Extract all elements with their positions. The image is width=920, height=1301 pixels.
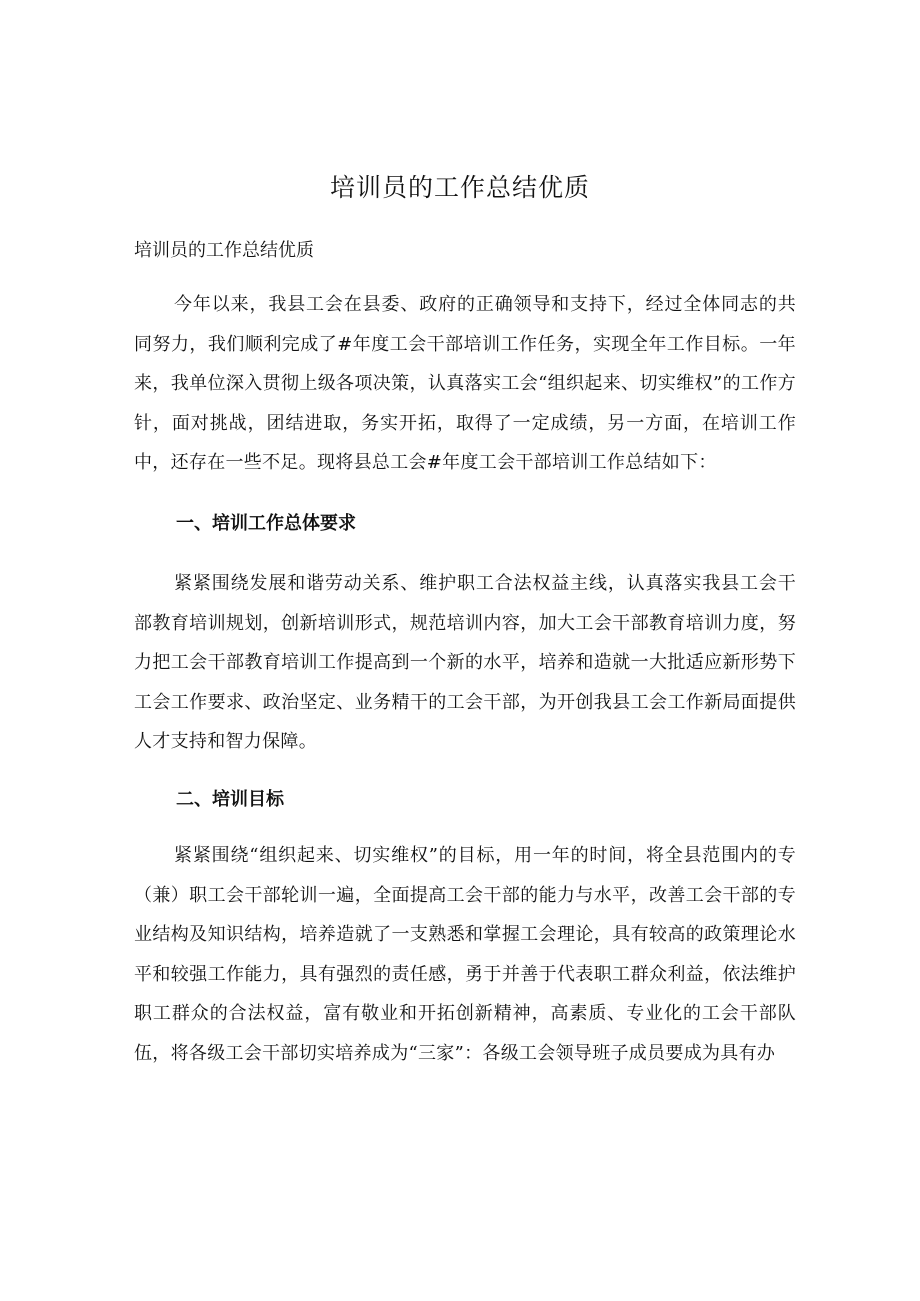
intro-paragraph: 今年以来，我县工会在县委、政府的正确领导和支持下，经过全体同志的共同努力，我们顺利完成了#年度工会干部培训工作任务，实现全年工作目标。一年来，我单位深入贯彻上级各项决策，认真落实工会“组织起来、切实维权”的工作方针，面对挑战，团结进取，务实开拓，取得了一定成绩，另一方面，在培训工作中，还存在一些不足。现将县总工会#年度工会干部培训工作总结如下：	[134, 294, 796, 474]
section2-paragraph: 紧紧围绕“组织起来、切实维权”的目标，用一年的时间，将全县范围内的专（兼）职工会干部轮训一遍，全面提高工会干部的能力与水平，改善工会干部的专业结构及知识结构，培养造就了一支熟悉和掌握工会理论，具有较高的政策理论水平和较强工作能力，具有强烈的责任感，勇于并善于代表职工群众利益，依法维护职工群众的合法权益，富有敬业和开拓创新精神，高素质、专业化的工会干部队伍，将各级工会干部切实培养成为“三家”：各级工会领导班子成员要成为具有办	[134, 845, 796, 1064]
section1-paragraph: 紧紧围绕发展和谐劳动关系、维护职工合法权益主线，认真落实我县工会干部教育培训规划，创新培训形式，规范培训内容，加大工会干部教育培训力度，努力把工会干部教育培训工作提高到一个新的水平，培养和造就一大批适应新形势下工会工作要求、政治坚定、业务精干的工会干部，为开创我县工会工作新局面提供人才支持和智力保障。	[134, 573, 796, 753]
section2-heading: 二、培训目标	[176, 789, 284, 810]
document-title: 培训员的工作总结优质	[329, 173, 590, 202]
section1-heading: 一、培训工作总体要求	[176, 513, 356, 534]
document-subtitle: 培训员的工作总结优质	[134, 240, 314, 261]
